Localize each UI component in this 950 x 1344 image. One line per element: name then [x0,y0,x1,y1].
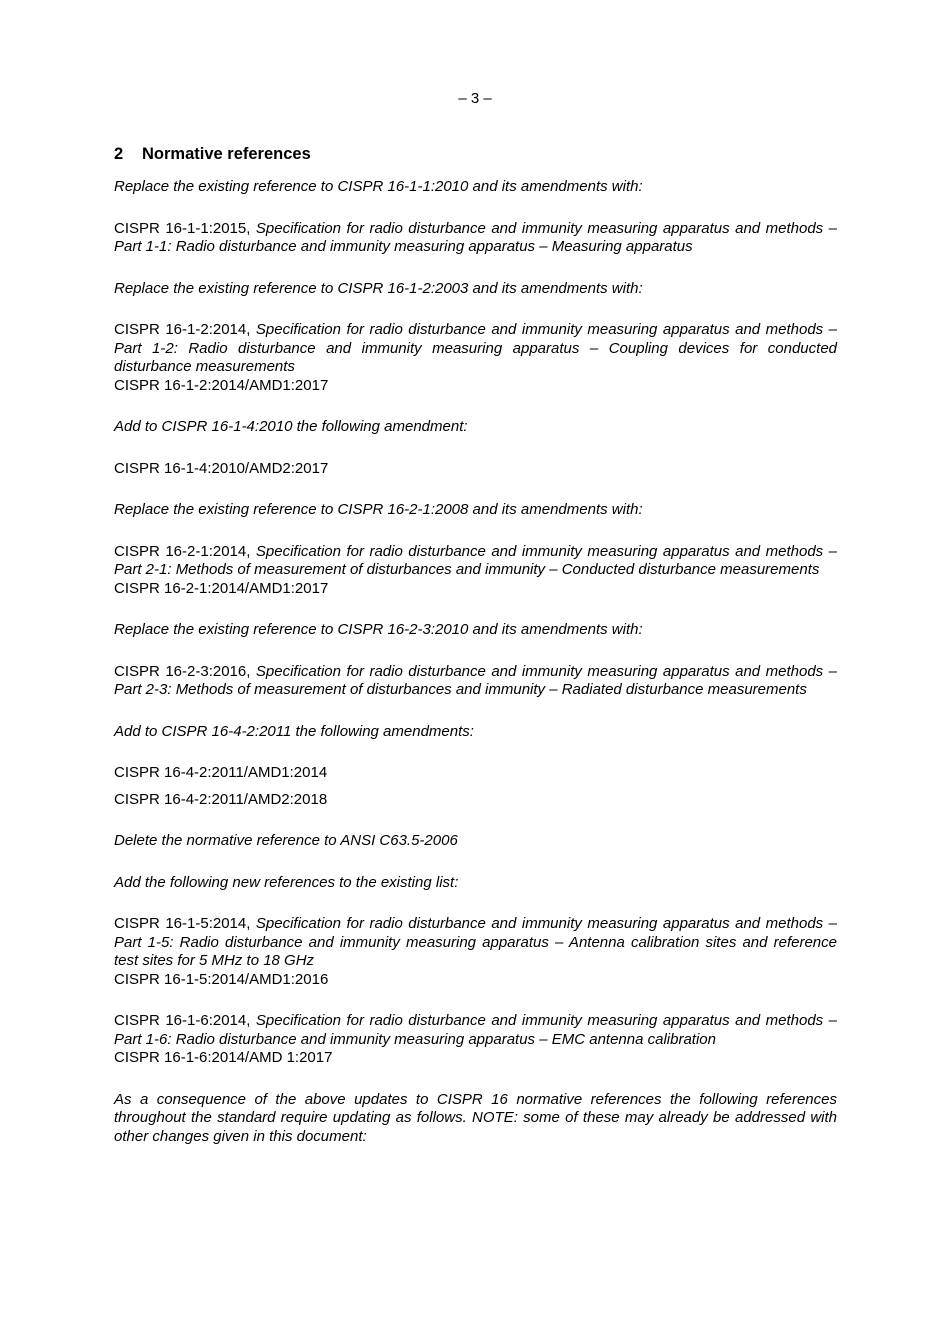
reference-id: CISPR 16-2-3:2016, [114,662,251,680]
instruction-text: Replace the existing reference to CISPR 16-2-3:2010 and its amendments with: [114,621,643,638]
reference-entry [114,663,837,700]
reference-id: CISPR 16-1-5:2014, [114,915,251,932]
reference-title: Specification for radio disturbance and immunity measuring apparatus and methods – Part 2-3: Methods of measurement of disturbances and immunity – Radiated disturbance measurements [114,662,837,698]
instruction-text: Delete the normative reference to ANSI C63.5-2006 [114,832,458,849]
page-content [114,144,837,1146]
instruction-text: Replace the existing reference to CISPR 16-2-1:2008 and its amendments with: [114,501,643,518]
reference-id: CISPR 16-1-6:2014, [114,1012,251,1029]
reference-amendment: CISPR 16-1-5:2014/AMD1:2016 [114,970,329,988]
instruction-text: Replace the existing reference to CISPR 16-1-2:2003 and its amendments with: [114,279,643,297]
page-number: – 3 – [458,90,492,107]
reference-entry: CISPR 16-1-4:2010/AMD2:2017 [114,459,329,477]
section-title: Normative references [142,145,311,163]
reference-entry [114,1012,837,1068]
reference-amendment: CISPR 16-1-2:2014/AMD1:2017 [114,376,329,394]
reference-title: Specification for radio disturbance and immunity measuring apparatus and methods – Part 1-1: Radio disturbance and immunity measuring apparatus – Measuring apparatus [114,219,837,255]
reference-entry: CISPR 16-4-2:2011/AMD1:2014 [114,764,328,781]
reference-id: CISPR 16-1-1:2015, [114,219,251,237]
reference-title: Specification for radio disturbance and immunity measuring apparatus and methods – Part 1-5: Radio disturbance and immunity measuring apparatus – Antenna calibration sites and reference test sites for 5 MHz to 18 GHz [114,915,837,969]
section-heading [114,144,837,164]
reference-amendment: CISPR 16-2-1:2014/AMD1:2017 [114,579,329,597]
instruction-text: Add to CISPR 16-1-4:2010 the following amendment: [114,418,468,435]
reference-title: Specification for radio disturbance and immunity measuring apparatus and methods – Part 1-6: Radio disturbance and immunity measuring apparatus – EMC antenna calibration [114,1012,837,1048]
instruction-text: Add to CISPR 16-4-2:2011 the following amendments: [114,722,474,740]
reference-entry: CISPR 16-4-2:2011/AMD2:2018 [114,790,328,808]
reference-entry [114,915,837,989]
reference-id: CISPR 16-1-2:2014, [114,321,251,338]
reference-entry [114,321,837,395]
closing-paragraph: As a consequence of the above updates to CISPR 16 normative references the following references throughout the standard require updating as follows. NOTE: some of these may already be addressed with other changes given in this document: [114,1090,837,1145]
reference-title: Specification for radio disturbance and immunity measuring apparatus and methods – Part 2-1: Methods of measurement of disturbances and immunity – Conducted disturbance measurements [114,542,837,578]
reference-id: CISPR 16-2-1:2014, [114,542,251,560]
reference-amendment: CISPR 16-1-6:2014/AMD 1:2017 [114,1049,333,1066]
instruction-text: Add the following new references to the existing list: [114,873,459,891]
reference-title: Specification for radio disturbance and immunity measuring apparatus and methods – Part 1-2: Radio disturbance and immunity measuring apparatus – Coupling devices for conducted disturbance measurements [114,321,837,375]
section-number: 2 [114,145,124,163]
reference-entry [114,543,837,599]
reference-entry [114,220,837,257]
instruction-text: Replace the existing reference to CISPR 16-1-1:2010 and its amendments with: [114,178,643,195]
